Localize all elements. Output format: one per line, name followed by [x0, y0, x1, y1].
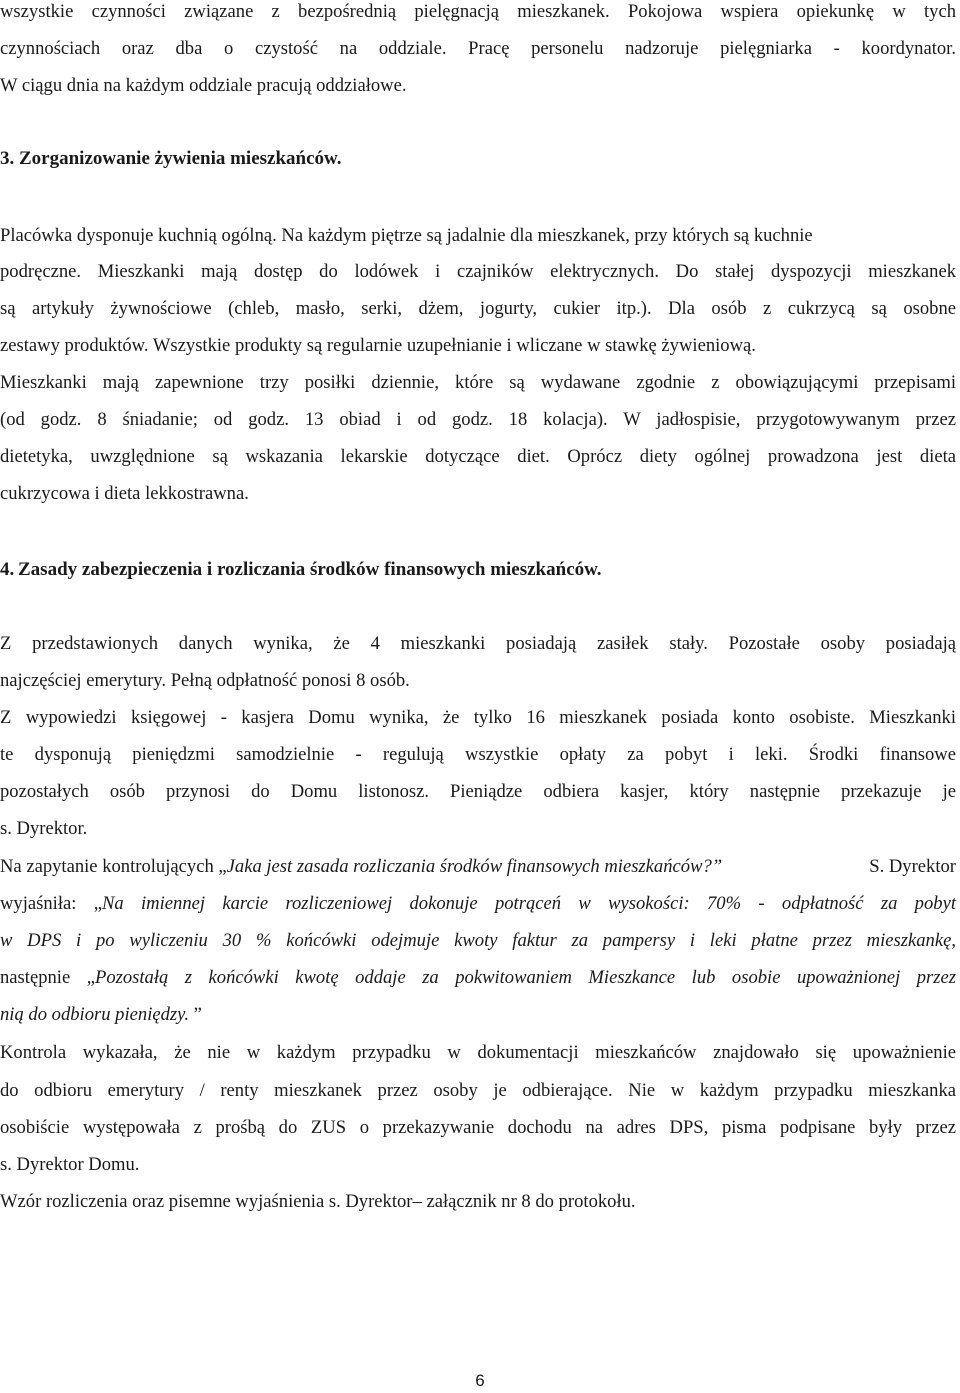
quote-italic: Jaka jest zasada rozliczania środków finansowych mieszkańców?” [226, 856, 723, 877]
section-heading-3 [0, 147, 956, 171]
paragraph-line: są artykuły żywnościowe (chleb, masło, serki, dżem, jogurty, cukier itp.). Dla osób z cukrzycą są osobne [0, 298, 956, 319]
paragraph-line: Z przedstawionych danych wynika, że 4 mieszkanki posiadają zasiłek stały. Pozostałe osoby posiadają [0, 633, 956, 654]
section-number: 3. [0, 148, 15, 169]
paragraph-line: s. Dyrektor. [0, 818, 88, 839]
paragraph-line: cukrzycowa i dieta lekkostrawna. [0, 483, 249, 504]
quote-line [0, 966, 956, 990]
page-number: 6 [475, 1371, 485, 1390]
quote-italic: nią do odbioru pieniędzy. [0, 1004, 190, 1025]
paragraph-line: pozostałych osób przynosi do Domu listonosz. Pieniądze odbiera kasjer, który następnie przekazuje je [0, 781, 956, 802]
paragraph-line: Z wypowiedzi księgowej - kasjera Domu wynika, że tylko 16 mieszkanek posiada konto osobiste. Mieszkanki [0, 707, 956, 728]
paragraph-line: Wzór rozliczenia oraz pisemne wyjaśnienia s. Dyrektor– załącznik nr 8 do protokołu. [0, 1191, 636, 1212]
paragraph-line: wszystkie czynności związane z bezpośrednią pielęgnacją mieszkanek. Pokojowa wspiera opiekunkę w tych [0, 1, 956, 22]
paragraph-line: Mieszkanki mają zapewnione trzy posiłki dziennie, które są wydawane zgodnie z obowiązującymi przepisami [0, 372, 956, 393]
quote-line-segment [0, 855, 722, 879]
quote-italic: Na imiennej karcie rozliczeniowej dokonuje potrąceń w wysokości: 70% - odpłatność za pobyt [102, 893, 956, 914]
quote-line [0, 1003, 956, 1027]
paragraph-line: Kontrola wykazała, że nie w każdym przypadku w dokumentacji mieszkańców znajdowało się upoważnienie [0, 1042, 956, 1063]
paragraph-line: podręczne. Mieszkanki mają dostęp do lodówek i czajników elektrycznych. Do stałej dyspozycji mieszkanek [0, 261, 956, 282]
paragraph-line: s. Dyrektor Domu. [0, 1154, 140, 1175]
section-heading-4 [0, 558, 956, 582]
quote-text: Na zapytanie kontrolujących „ [0, 856, 227, 877]
paragraph-line: (od godz. 8 śniadanie; od godz. 13 obiad i od godz. 18 kolacja). W jadłospisie, przygotowywanym przez [0, 409, 956, 430]
section-number: 4. [0, 559, 15, 580]
quote-text: S. Dyrektor [869, 856, 956, 877]
paragraph-line: Placówka dysponuje kuchnią ogólną. Na każdym piętrze są jadalnie dla mieszkanek, przy których są kuchnie [0, 225, 813, 246]
quote-italic: w DPS i po wyliczeniu 30 % końcówki odejmuje kwoty faktur za pampersy i leki płatne przez mieszkankę [0, 930, 952, 951]
section-title: Zasady zabezpieczenia i rozliczania środków finansowych mieszkańców. [18, 559, 602, 580]
paragraph-line: najczęściej emerytury. Pełną odpłatność ponosi 8 osób. [0, 670, 410, 691]
paragraph-line: do odbioru emerytury / renty mieszkanek przez osoby je odbierające. Nie w każdym przypadku mieszkanka [0, 1080, 956, 1101]
paragraph-line: osobiście występowała z prośbą do ZUS o przekazywanie dochodu na adres DPS, pisma podpisane były przez [0, 1117, 956, 1138]
section-title: Zorganizowanie żywienia mieszkańców. [19, 148, 342, 169]
quote-text: następnie „ [0, 967, 95, 988]
quote-text: , [951, 930, 956, 951]
quote-line [0, 892, 956, 916]
quote-text: wyjaśniła: „ [0, 893, 102, 914]
paragraph-line: czynnościach oraz dba o czystość na oddziale. Pracę personelu nadzoruje pielęgniarka - koordynator. [0, 38, 956, 59]
quote-text: ” [189, 1004, 202, 1025]
paragraph-line: te dysponują pieniędzmi samodzielnie - regulują wszystkie opłaty za pobyt i leki. Środki finansowe [0, 744, 956, 765]
quote-line [0, 855, 956, 879]
paragraph-line: W ciągu dnia na każdym oddziale pracują oddziałowe. [0, 75, 407, 96]
paragraph-line: zestawy produktów. Wszystkie produkty są regularnie uzupełnianie i wliczane w stawkę żywieniową. [0, 335, 756, 356]
quote-line [0, 929, 956, 953]
quote-italic: Pozostałą z końcówki kwotę oddaje za pokwitowaniem Mieszkance lub osobie upoważnionej przez [94, 967, 956, 988]
paragraph-line: dietetyka, uwzględnione są wskazania lekarskie dotyczące diet. Oprócz diety ogólnej prowadzona jest dieta [0, 446, 956, 467]
